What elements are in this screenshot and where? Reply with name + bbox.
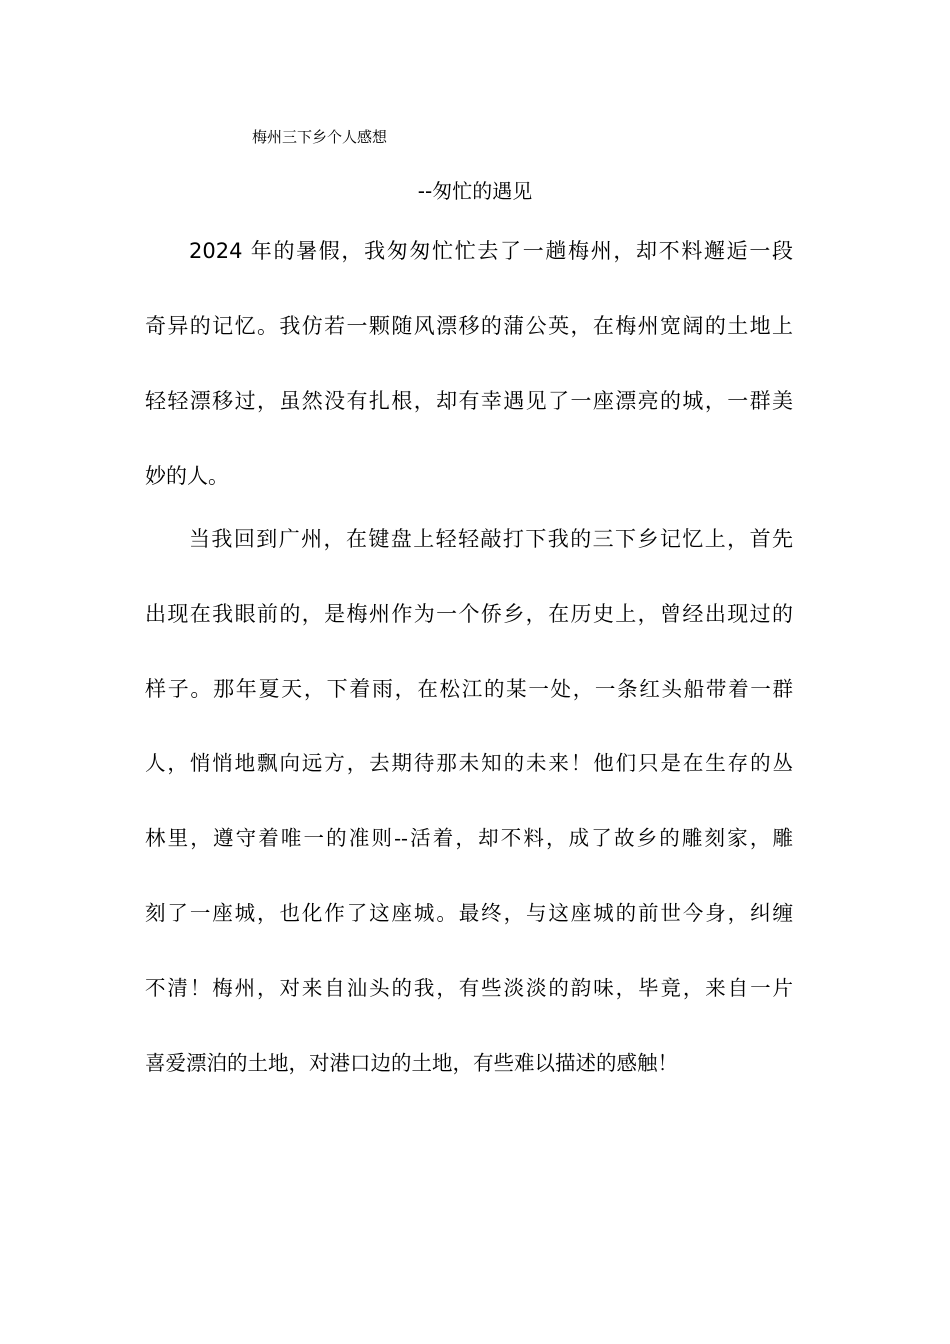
paragraph-line-mixed [145, 673, 793, 708]
paragraph-line: 妙的人。 [145, 464, 229, 488]
document-subtitle: --匆忙的遇见 [417, 179, 533, 203]
paragraph-line: 喜爱漂泊的土地，对港口边的土地，有些难以描述的感触！ [145, 1051, 678, 1075]
line-segment-sans: 样子。那年夏天，下着雨， [145, 677, 418, 701]
paragraph-line: 林里，遵守着唯一的准则--活着，却不料，成了故乡的雕刻家，雕 [145, 826, 793, 850]
document-title: 梅州三下乡个人感想 [252, 128, 388, 146]
line-segment-serif: 在松江的某一处，一条红头船带着一群 [417, 677, 793, 701]
paragraph-line: 刻了一座城，也化作了这座城。最终，与这座城的前世今身，纠缠 [145, 901, 793, 925]
paragraph-line: 2024 年的暑假，我匆匆忙忙去了一趟梅州，却不料邂逅一段 [189, 239, 793, 263]
paragraph-line: 人，悄悄地飘向远方，去期待那未知的未来！他们只是在生存的丛 [145, 751, 793, 775]
paragraph-line: 奇异的记忆。我仿若一颗随风漂移的蒲公英，在梅州宽阔的土地上 [145, 314, 793, 338]
paragraph-line: 轻轻漂移过，虽然没有扎根，却有幸遇见了一座漂亮的城，一群美 [145, 389, 793, 413]
paragraph-line: 当我回到广州，在键盘上轻轻敲打下我的三下乡记忆上，首先 [189, 527, 793, 551]
paragraph-line: 出现在我眼前的，是梅州作为一个侨乡，在历史上，曾经出现过的 [145, 602, 793, 626]
paragraph-line: 不清！梅州，对来自汕头的我，有些淡淡的韵味，毕竟，来自一片 [145, 976, 793, 1000]
